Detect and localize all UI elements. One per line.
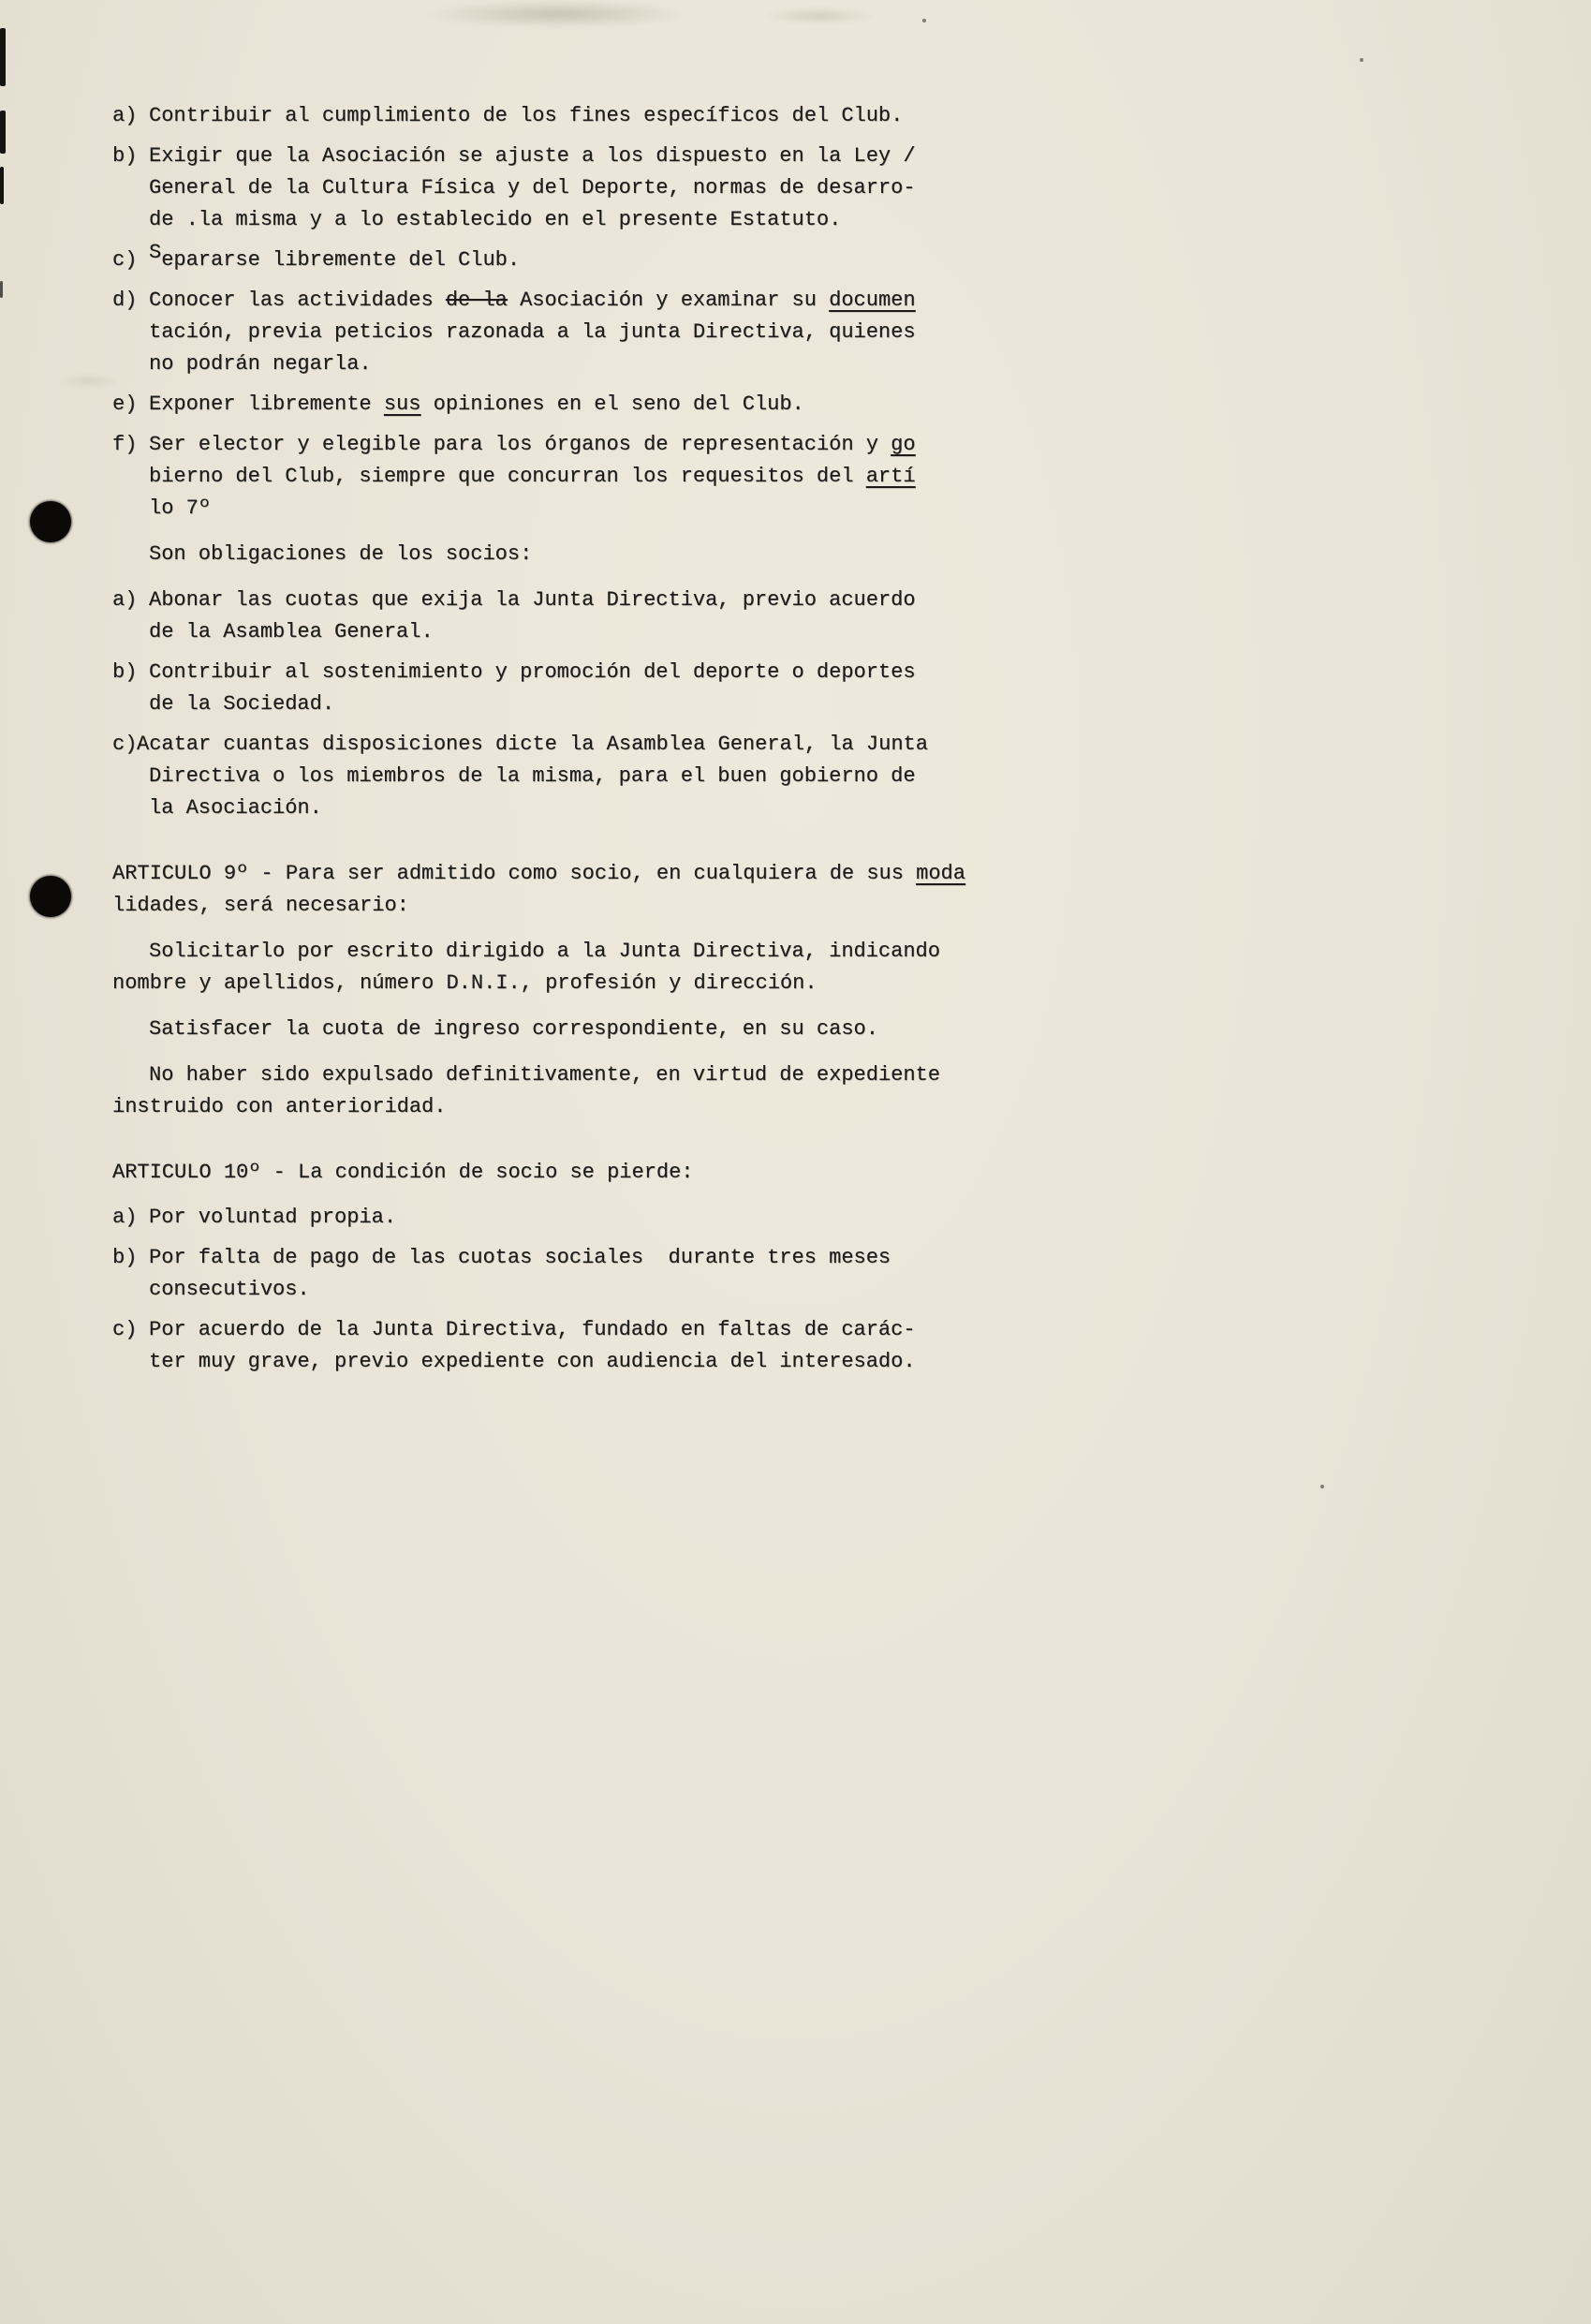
text-segment: Asociación y examinar su bbox=[507, 289, 830, 312]
struck-text: de la bbox=[445, 289, 508, 312]
list-item bbox=[112, 389, 1217, 421]
text-segment: S bbox=[149, 241, 162, 264]
text-segment: Ser elector y elegible para los órganos de representación y bbox=[149, 433, 891, 456]
list-item-text bbox=[149, 241, 521, 276]
text-line: Solicitarlo por escrito dirigido a la Junta Directiva, indicando bbox=[149, 940, 940, 963]
paragraph bbox=[112, 1059, 1217, 1123]
scan-speck bbox=[1320, 1485, 1324, 1488]
scan-edge-mark bbox=[0, 281, 3, 298]
list-marker: f) bbox=[112, 433, 138, 456]
list-item bbox=[112, 657, 1217, 720]
text-segment: epararse libremente del Club. bbox=[161, 248, 521, 272]
text-line: instruido con anterioridad. bbox=[112, 1095, 447, 1118]
list-item-text bbox=[149, 100, 903, 132]
text-line: Por falta de pago de las cuotas sociales durante tres meses bbox=[149, 1246, 891, 1269]
list-marker: c) bbox=[112, 248, 138, 272]
underlined-text: go bbox=[891, 433, 916, 456]
list-marker: c) bbox=[112, 1318, 138, 1341]
scan-speck bbox=[1360, 58, 1363, 62]
text-line bbox=[149, 429, 916, 461]
text-segment: ARTICULO 9º - Para ser admitido como socio, en cualquiera de sus bbox=[112, 862, 917, 885]
list-marker: a) bbox=[112, 1206, 138, 1229]
text-line: ter muy grave, previo expediente con audiencia del interesado. bbox=[149, 1350, 916, 1373]
scan-edge-mark bbox=[0, 28, 6, 86]
list-marker: a) bbox=[112, 588, 138, 612]
text-line: Contribuir al sostenimiento y promoción del deporte o deportes bbox=[149, 660, 916, 684]
list-item bbox=[112, 141, 1217, 236]
list-item-text bbox=[137, 729, 928, 824]
paragraph bbox=[112, 1014, 1217, 1045]
text-line: Por acuerdo de la Junta Directiva, fundado en faltas de carác- bbox=[149, 1318, 916, 1341]
scan-smudge bbox=[763, 7, 876, 24]
text-line: lidades, será necesario: bbox=[112, 894, 409, 917]
list-item-text bbox=[149, 285, 916, 380]
text-line: de .la misma y a lo establecido en el presente Estatuto. bbox=[149, 208, 842, 231]
list-item bbox=[112, 100, 1217, 132]
text-line: tación, previa peticios razonada a la junta Directiva, quienes bbox=[149, 320, 916, 344]
scan-speck bbox=[922, 19, 926, 22]
text-line bbox=[112, 858, 1217, 890]
list-marker: b) bbox=[112, 144, 138, 168]
list-item-text bbox=[149, 1202, 396, 1234]
text-line: lo 7º bbox=[149, 496, 212, 520]
list-item-text bbox=[149, 429, 916, 525]
paragraph bbox=[112, 539, 1217, 570]
scan-edge-mark bbox=[0, 167, 4, 204]
text-line: Abonar las cuotas que exija la Junta Directiva, previo acuerdo bbox=[149, 588, 916, 612]
text-line: General de la Cultura Física y del Deporte, normas de desarro- bbox=[149, 176, 916, 200]
list-item bbox=[112, 285, 1217, 380]
article-paragraph bbox=[112, 1157, 1217, 1189]
text-line: Exigir que la Asociación se ajuste a los dispuesto en la Ley / bbox=[149, 144, 916, 168]
list-item-text bbox=[149, 1242, 891, 1306]
text-line: la Asociación. bbox=[149, 796, 322, 820]
list-marker: e) bbox=[112, 392, 138, 416]
scan-smudge bbox=[426, 0, 688, 28]
punch-hole bbox=[30, 876, 71, 917]
list-item bbox=[112, 1202, 1217, 1234]
list-item-text bbox=[149, 657, 916, 720]
document-content bbox=[112, 92, 1217, 1386]
text-line: Por voluntad propia. bbox=[149, 1206, 397, 1229]
text-segment: bierno del Club, siempre que concurran los requesitos del bbox=[149, 465, 866, 488]
text-line bbox=[149, 461, 916, 493]
list-item bbox=[112, 429, 1217, 525]
text-line: Acatar cuantas disposiciones dicte la Asamblea General, la Junta bbox=[137, 733, 928, 756]
text-line: No haber sido expulsado definitivamente, en virtud de expediente bbox=[149, 1063, 940, 1087]
punch-hole bbox=[30, 501, 71, 542]
list-marker: c) bbox=[112, 733, 138, 756]
underlined-text: artí bbox=[865, 465, 916, 488]
text-line: consecutivos. bbox=[149, 1278, 310, 1301]
text-line: Directiva o los miembros de la misma, para el buen gobierno de bbox=[149, 764, 916, 788]
list-item-text bbox=[149, 141, 916, 236]
list-item bbox=[112, 729, 1217, 824]
list-item bbox=[112, 241, 1217, 276]
text-line: nombre y apellidos, número D.N.I., profesión y dirección. bbox=[112, 971, 818, 995]
text-line: ARTICULO 10º - La condición de socio se pierde: bbox=[112, 1161, 694, 1184]
text-line bbox=[149, 285, 916, 317]
list-marker: b) bbox=[112, 660, 138, 684]
list-item-text bbox=[149, 585, 916, 648]
text-line: no podrán negarla. bbox=[149, 352, 372, 376]
scan-edge-mark bbox=[0, 111, 6, 154]
text-line: Son obligaciones de los socios: bbox=[149, 542, 533, 566]
text-line: Satisfacer la cuota de ingreso correspondiente, en su caso. bbox=[149, 1017, 878, 1041]
list-item bbox=[112, 585, 1217, 648]
article-paragraph bbox=[112, 858, 1217, 922]
list-item bbox=[112, 1242, 1217, 1306]
underlined-text: sus bbox=[383, 392, 421, 416]
text-line: Contribuir al cumplimiento de los fines específicos del Club. bbox=[149, 104, 904, 127]
list-item-text bbox=[149, 389, 804, 421]
underlined-text: moda bbox=[916, 862, 965, 885]
text-line bbox=[149, 389, 804, 421]
text-segment: opiniones en el seno del Club. bbox=[420, 392, 804, 416]
text-line: de la Asamblea General. bbox=[149, 620, 434, 644]
text-segment: Exponer libremente bbox=[149, 392, 384, 416]
text-segment: Conocer las actividades bbox=[149, 289, 446, 312]
list-marker: b) bbox=[112, 1246, 138, 1269]
list-marker: d) bbox=[112, 289, 138, 312]
list-item bbox=[112, 1314, 1217, 1378]
text-line bbox=[149, 241, 521, 276]
list-item-text bbox=[149, 1314, 916, 1378]
list-marker: a) bbox=[112, 104, 138, 127]
underlined-text: documen bbox=[829, 289, 916, 312]
text-line: de la Sociedad. bbox=[149, 692, 335, 716]
paragraph bbox=[112, 936, 1217, 999]
